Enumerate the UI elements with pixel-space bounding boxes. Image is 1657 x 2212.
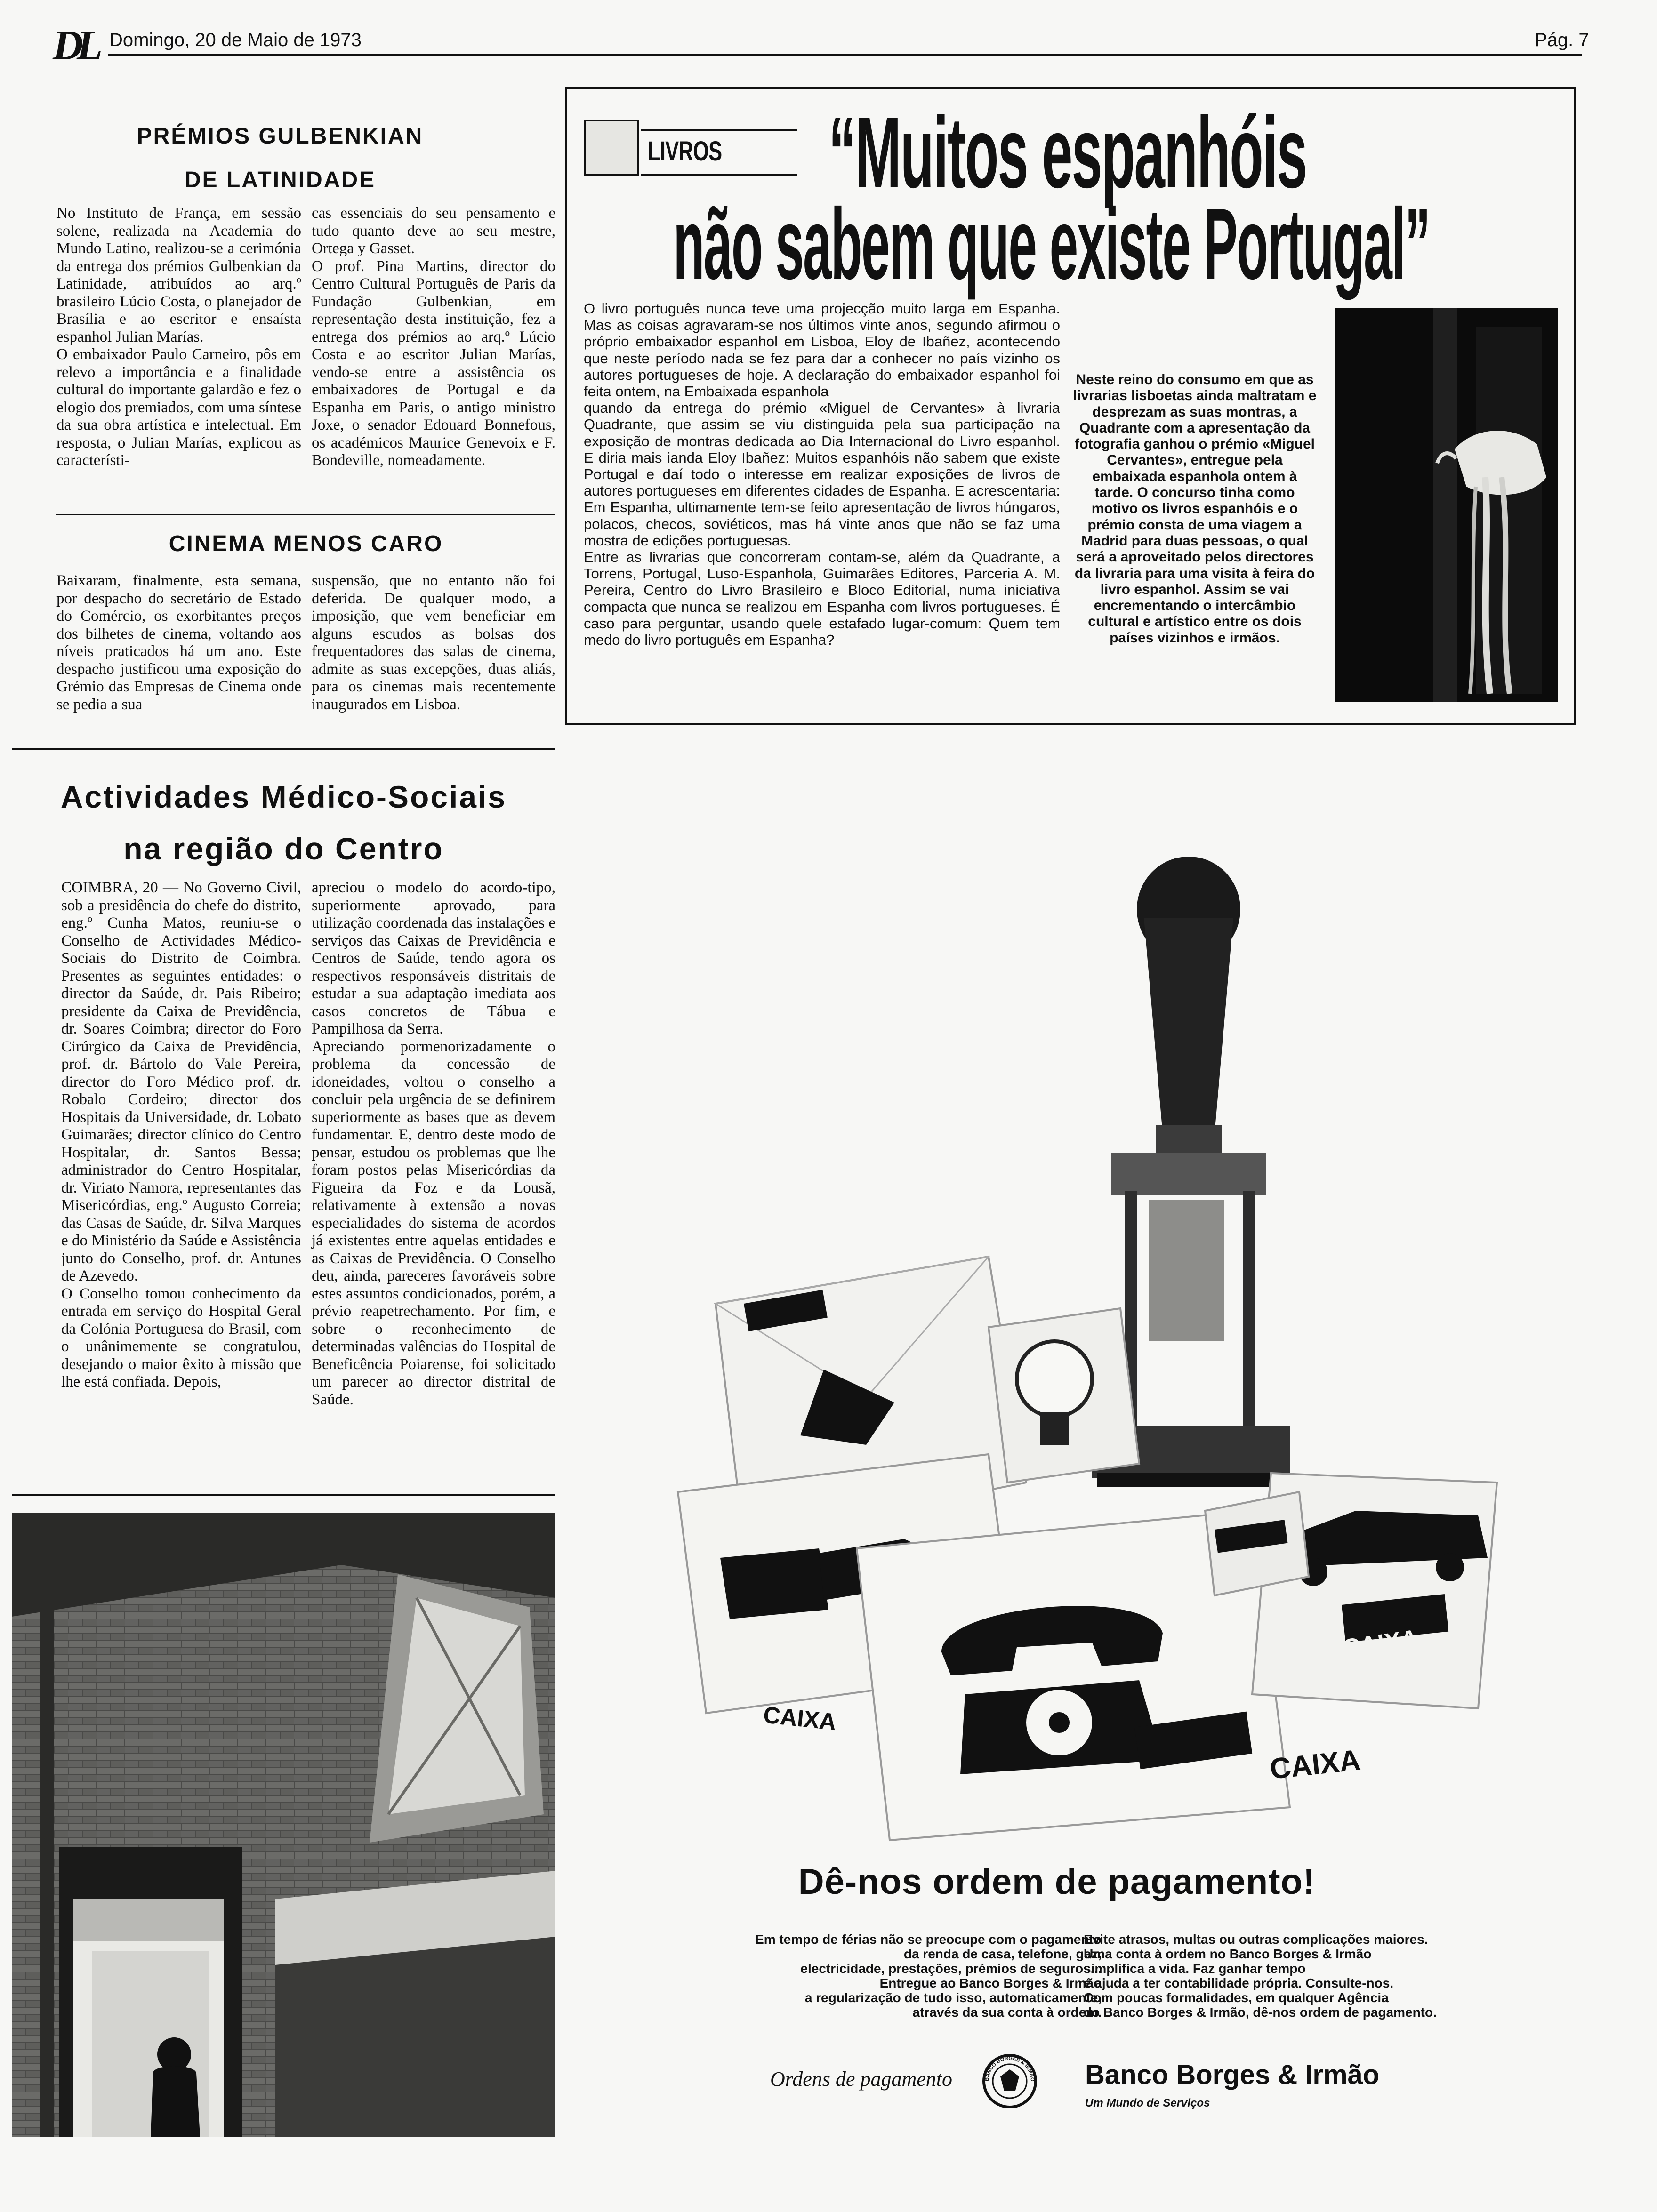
ad-headline: Dê-nos ordem de pagamento! [798,1862,1316,1902]
masthead-date: Domingo, 20 de Maio de 1973 [109,30,362,50]
livros-label-box [584,120,639,176]
masthead-logo: DL [53,22,96,69]
livros-headline-line1: “Muitos espanhóis [828,96,1307,209]
bank-slogan: Um Mundo de Serviços [1085,2097,1210,2109]
caixa-stamp-1: CAIXA [1268,1744,1362,1786]
livros-headline-line2: não sabem que existe Portugal” [673,188,1430,300]
medico-col1: COIMBRA, 20 — No Governo Civil, sob a presidência do chefe do distrito, eng.º Cunha Matos, reuniu-se o Conselho de Actividades Médico-Sociais do Distrito de Coimbra. Presentes as seguintes entidades: o director da Saúde, dr. Pais Ribeiro; presidente da Caixa de Previdência, dr. Soares Coimbra; director do Foro Cirúrgico da Caixa de Previdência, prof. dr. Bártolo do Vale Pereira, director do Foro Médico prof. dr. Robalo Cordeiro; director dos Hospitais da Universidade, dr. Lobato Guimarães; director clínico do Centro Hospitalar, dr. Santos Bessa; administrador do Centro Hospitalar, dr. Viriato Namora, representantes das Misericórdias, eng.º Augusto Correia; das Casas de Saúde, dr. Silva Marques e do Ministério da Saúde e Assistência junto do Conselho, prof. dr. Antunes de Azevedo. O Conselho tomou conhecimento da entrada em serviço do Hospital Geral da Colónia Portuguesa do Brasil, com o unânimemente se congratulou, desejando o maior êxito à missão que lhe está confiada. Depois, [61,879,301,1390]
livros-caption: Neste reino do consumo em que as livrarias lisboetas ainda maltratam e desprezam as suas montras, a Quadrante com a apresentação da fotografia ganhou o prémio «Miguel Cervantes», entregue pela embaixada espanhola ontem à tarde. O concurso tinha como motivo os livros espanhóis e o prémio consta de uma viagem a Madrid para duas pessoas, o qual será a aproveitado pelos directores da livraria para uma visita à feira do livro espanhol. Assim se vai encrementando o intercâmbio cultural e artístico entre os dois países vizinhos e irmãos. [1073,372,1317,646]
gulbenkian-col1: No Instituto de França, em sessão solene, realizada na Academia do Mundo Latino, realizou-se a cerimónia da entrega dos prémios Gulbenkian da Latinidade, atribuídos ao arq.º brasileiro Lúcio Costa, o planejador de Brasília e ao escritor e ensaísta espanhol Julian Marías. O embaixador Paulo Carneiro, pôs em relevo a importância e a finalidade cultural do importante galardão e fez o elogio dos premiados, com uma síntese da sua obra artística e intelectual. Em resposta, o Julian Marías, explicou as característi- [56,205,301,469]
ad-text-left: Em tempo de férias não se preocupe com o pagamento da renda de casa, telefone, gaz, electricidade, prestações, prémios de seguros... Entregue ao Banco Borges & Irmão a regularização de tudo isso, automaticamente, através da sua conta à ordem. [755,1932,1102,2020]
gulbenkian-rule [56,514,555,515]
cinema-rule [12,748,555,750]
ad-illustration [603,777,1506,1845]
medico-col2: apreciou o modelo do acordo-tipo, superiormente aprovado, para utilização coordenada das instalações e serviços das Caixas de Previdência e Centros de Saúde, tendo agora os respectivos responsáveis distritais de estudar a sua adaptação imediata aos casos concretos de Tábua e Pampilhosa da Serra. Apreciando pormenorizadamente o problema da concessão de idoneidades, voltou o conselho a concluir pela urgência de se definirem superiormente as bases que as devem fundamentar. E, dentro deste modo de pensar, estudou os problemas que lhe foram postos pelas Misericórdias da Figueira da Foz e da Lousã, relativamente à extensão a novas especialidades do sistema de acordos já existentes entre aquelas entidades e as Caixas de Previdência. O Conselho deu, ainda, pareceres favoráveis sobre estes assuntos condicionados, porém, a prévio reapetrechamento. Por fim, e sobre o reconhecimento de determinadas valências do Hospital de Beneficência Poiarense, foi solicitado um parecer ao director distrital de Saúde. [312,879,555,1408]
cinema-col2: suspensão, que no entanto não foi deferida. De qualquer modo, a imposição, que vem beneficiar em alguns escudos as bolsas dos frequentadores das salas de cinema, admite as suas excepções, duas aliás, para os cinemas mais recentemente inaugurados em Lisboa. [312,572,555,713]
ad-text-right: Evite atrasos, multas ou outras complicações maiores. Uma conta à ordem no Banco Borges & Irmão simplifica a vida. Faz ganhar tempo e ajuda a ter contabilidade própria. Consulte-nos. Com poucas formalidades, em qualquer Agência do Banco Borges & Irmão, dê-nos ordem de pagamento. [1084,1932,1437,2020]
livros-body: O livro português nunca teve uma projecção muito larga em Espanha. Mas as coisas agravaram-se nos últimos vinte anos, segundo afirmou o próprio embaixador espanhol em Lisboa, Eloy de Ibañez, acontecendo que neste período nada se fez para dar a conhecer no país vizinho os autores portugueses de hoje. A declaração do embaixador espanhol foi feita ontem, na Embaixada espanhola quando da entrega do prémio «Miguel de Cervantes» à livraria Quadrante, que assim se viu distinguida pela sua participação na exposição de montras dedicada ao Dia Internacional do Livro espanhol. E diria mais ianda Eloy Ibañez: Muitos espanhóis não sabem que existe Portugal e daí todo o interesse em realizar exposições de livros de autores portugueses em diferentes cidades de Espanha. E acrescentaria: Em Espanha, ultimamente tem-se feito apresentação de livros húngaros, polacos, checos, soviéticos, mas há vinte anos que não se faz uma mostra de edições portuguesas. Entre as livrarias que concorreram contam-se, além da Quadrante, a Torrens, Portugal, Luso-Espanhola, Guimarães Editores, Parceria A. M. Pereira, Centro do Livro Brasileiro e Bloco Editorial, numa iniciativa compacta que nunca se realizou em Espanha com livros portugueses. É caso para perguntar, usando quele estafado lugar-comum: Quem tem medo do livro português em Espanha? [584,300,1060,649]
livros-section-label: LIVROS [648,136,722,167]
medico-rule [12,1494,555,1496]
caixa-stamp-3: CAIXA [762,1701,838,1736]
bank-seal-text: BANCO BORGES & IRMÃO [984,2055,1036,2082]
cinema-col1: Baixaram, finalmente, esta semana, por despacho do secretário de Estado do Comércio, os exorbitantes preços dos bilhetes de cinema, voltando aos níveis praticados há um ano. Este despacho justificou uma exposição do Grémio das Empresas de Cinema onde se pedia a sua [56,572,301,713]
livros-label-rule-top [641,129,797,131]
stamp-top-plate [1111,1153,1266,1195]
masthead-rule [108,54,1582,56]
livros-photo-graphic [1335,308,1558,702]
caixa-stamp-2: CAIXA [1341,1624,1420,1662]
bank-seal [981,2053,1038,2109]
gulbenkian-title-line2: DE LATINIDADE [184,168,376,192]
cinema-title: CINEMA MENOS CARO [169,531,443,556]
interior-photo-graphic [12,1513,555,2137]
medico-title-line1: Actividades Médico-Sociais [60,779,507,814]
livros-photo [1335,308,1558,702]
envelope-lamp [989,1308,1139,1483]
stamp-handle [1144,918,1233,1134]
livros-label-rule-bottom [641,174,797,176]
page-number: Pág. 7 [1535,30,1589,50]
medico-title-line2: na região do Centro [123,831,444,866]
envelope-card [1205,1492,1309,1595]
gulbenkian-col2: cas essenciais do seu pensamento e tudo quanto deve ao seu mestre, Ortega y Gasset. O prof. Pina Martins, director do Centro Cultural Português de Paris da Fundação Gulbenkian, em representação desta instituição, fez a entrega dos prémios ao arq.º Lúcio Costa e ao escritor Julian Marías, vendo-se entre a assistência os embaixadores de Portugal e da Espanha em Paris, o antigo ministro Joxe, o senador Edouard Bonnefous, os académicos Maurice Genevoix e F. Bondeville, nomeadamente. [312,205,555,469]
bank-name: Banco Borges & Irmão [1085,2060,1380,2090]
gulbenkian-title-line1: PRÉMIOS GULBENKIAN [137,124,424,149]
ad-footer-italic: Ordens de pagamento [770,2068,952,2091]
interior-photo [12,1513,555,2137]
